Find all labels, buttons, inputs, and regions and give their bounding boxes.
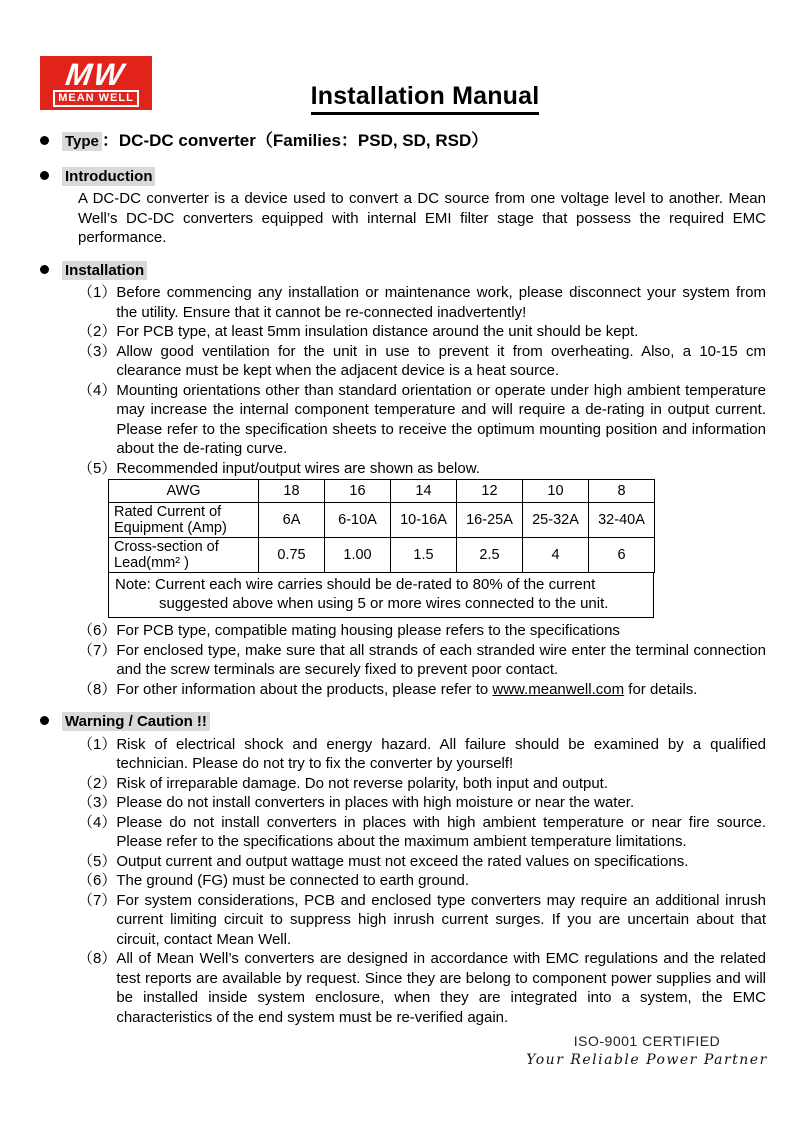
type-separator: ： [101,131,119,150]
table-cell: 25-32A [523,503,589,538]
bullet-icon [40,136,49,145]
installation-item-5 [78,459,766,479]
warning-item-4 [78,813,766,852]
item-text: For PCB type, compatible mating housing please refers to the specifications [116,622,620,639]
item-number: （5） [78,852,117,870]
item-number: （3） [78,794,117,811]
item-text: Recommended input/output wires are shown as below. [116,459,480,477]
table-cell: 16 [325,480,391,503]
logo-mw-letters: MW [63,56,129,92]
wire-table [108,479,655,573]
table-cell: 4 [523,538,589,573]
warning-item-3 [78,793,766,813]
warning-item-7 [78,891,766,950]
footer [522,1033,772,1068]
table-cell: 6A [259,503,325,538]
table-row-rated-current [109,503,655,538]
meanwell-link[interactable]: www.meanwell.com [492,680,625,698]
introduction-heading-row [40,167,766,187]
section-installation [40,261,766,700]
item-text: All of Mean Well’s converters are designed in accordance with EMC regulations and the related test reports are available by request. Since they are belong to component power supplies and will be installed inside system enclosure, when they are integrated into a system, the EMC characteristics of the end system must be re-verified again. [116,950,766,1026]
warning-heading-row [40,712,766,732]
item-number: （8） [78,680,117,698]
table-cell: 18 [259,480,325,503]
item-text: Risk of electrical shock and energy hazard. All failure should be examined by a qualified technician. Please do not try to fix the converter by yourself! [116,735,766,772]
iso-certified-text: ISO-9001 CERTIFIED [573,1033,721,1049]
note-line-2: suggested above when using 5 or more wires connected to the unit. [159,595,609,612]
installation-item-8 [78,680,766,700]
table-cell: 14 [391,480,457,503]
table-cell: 32-40A [589,503,655,538]
warning-item-8 [78,949,766,1027]
item-text: For enclosed type, make sure that all strands of each stranded wire enter the terminal connection and the screw terminals are securely fixed to prevent poor contact. [116,641,766,678]
table-cell: 1.00 [325,538,391,573]
section-introduction [40,167,766,248]
item-number: （1） [78,284,117,301]
note-line-1: Note: Current each wire carries should be de-rated to 80% of the current [115,576,596,593]
bullet-icon [40,265,49,274]
table-cell: Rated Current of Equipment (Amp) [109,503,259,538]
title-wrap [0,82,802,115]
table-cell: 6 [589,538,655,573]
type-value: DC-DC converter（Families：PSD, SD, RSD） [118,131,489,150]
item-text: Before commencing any installation or maintenance work, please disconnect your system from the utility. Ensure that it cannot be re-connected inadvertently! [116,284,766,321]
type-line [40,131,766,152]
installation-item-6 [78,621,766,641]
item-number: （6） [78,872,117,889]
bullet-icon [40,171,49,180]
warning-list [78,735,766,1028]
installation-list [78,283,766,699]
wire-table-note [108,573,654,618]
introduction-body: A DC-DC converter is a device used to convert a DC source from one voltage level to another. Mean Well’s DC-DC converters equipped with internal EMI filter stage that possess the required EMC performance. [78,190,766,246]
installation-item-7 [78,641,766,680]
installation-item-4 [78,381,766,459]
installation-item-1 [78,283,766,322]
item-number: （2） [78,323,117,340]
item-text: Risk of irreparable damage. Do not reverse polarity, both input and output. [116,774,609,792]
item-text: Please do not install converters in places with high moisture or near the water. [116,794,635,811]
table-cell: 0.75 [259,538,325,573]
item-number: （7） [78,891,117,909]
warning-item-1 [78,735,766,774]
installation-heading-row [40,261,766,281]
item-number: （2） [78,774,117,792]
table-cell: 10-16A [391,503,457,538]
table-row-awg [109,480,655,503]
installation-item-3 [78,342,766,381]
item-text: Allow good ventilation for the unit in use to prevent it from overheating. Also, a 10-15 cm clearance must be kept when the adjacent device is a heat source. [116,342,766,379]
warning-item-6 [78,871,766,891]
installation-item-2 [78,322,766,342]
item-text: Mounting orientations other than standard orientation or operate under high ambient temperature may increase the internal component temperature and will require a de-rating in output current. Please refer to the specification sheets to receive the optimum mounting position and information about the de-rating curve. [116,381,766,457]
table-row-cross-section [109,538,655,573]
table-cell: 16-25A [457,503,523,538]
item-text: For PCB type, at least 5mm insulation distance around the unit should be kept. [116,323,639,340]
section-warning [40,712,766,1027]
item-text: Please do not install converters in places with high ambient temperature or near fire source. Please refer to the specifications about the maximum ambient temperature limitations. [116,813,766,850]
table-cell: Cross-section of Lead(mm² ) [109,538,259,573]
item-number: （5） [78,459,117,477]
logo-brand-text: MEAN WELL [53,90,139,107]
item-number: （8） [78,950,117,967]
warning-item-5 [78,852,766,872]
item-number: （4） [78,381,117,399]
item-number: （1） [78,735,117,753]
item-text-pre: For other information about the products, please refer to [116,680,493,698]
slogan-text: Your Reliable Power Partner [526,1052,768,1068]
warning-heading: Warning / Caution !! [62,712,210,731]
table-cell: AWG [109,480,259,503]
introduction-heading: Introduction [62,167,155,186]
document-content [40,131,766,1040]
item-text-post: for details. [624,680,698,698]
item-number: （3） [78,342,117,360]
table-cell: 12 [457,480,523,503]
installation-heading: Installation [62,261,147,280]
page-title: Installation Manual [311,82,540,115]
table-cell: 6-10A [325,503,391,538]
item-number: （7） [78,641,117,659]
item-number: （6） [78,622,117,639]
type-label: Type [62,132,102,151]
bullet-icon [40,716,49,725]
item-text: For system considerations, PCB and enclosed type converters may require an additional inrush current limiting circuit to suppress high inrush current surges. If you are uncertain about that circuit, contact Mean Well. [116,891,766,948]
item-text [116,680,766,700]
item-number: （4） [78,813,117,831]
warning-item-2 [78,774,766,794]
item-text: The ground (FG) must be connected to earth ground. [116,872,470,889]
table-cell: 2.5 [457,538,523,573]
wire-table-wrap [108,479,654,618]
item-text: Output current and output wattage must not exceed the rated values on specifications. [116,852,689,870]
table-cell: 8 [589,480,655,503]
table-cell: 1.5 [391,538,457,573]
table-cell: 10 [523,480,589,503]
